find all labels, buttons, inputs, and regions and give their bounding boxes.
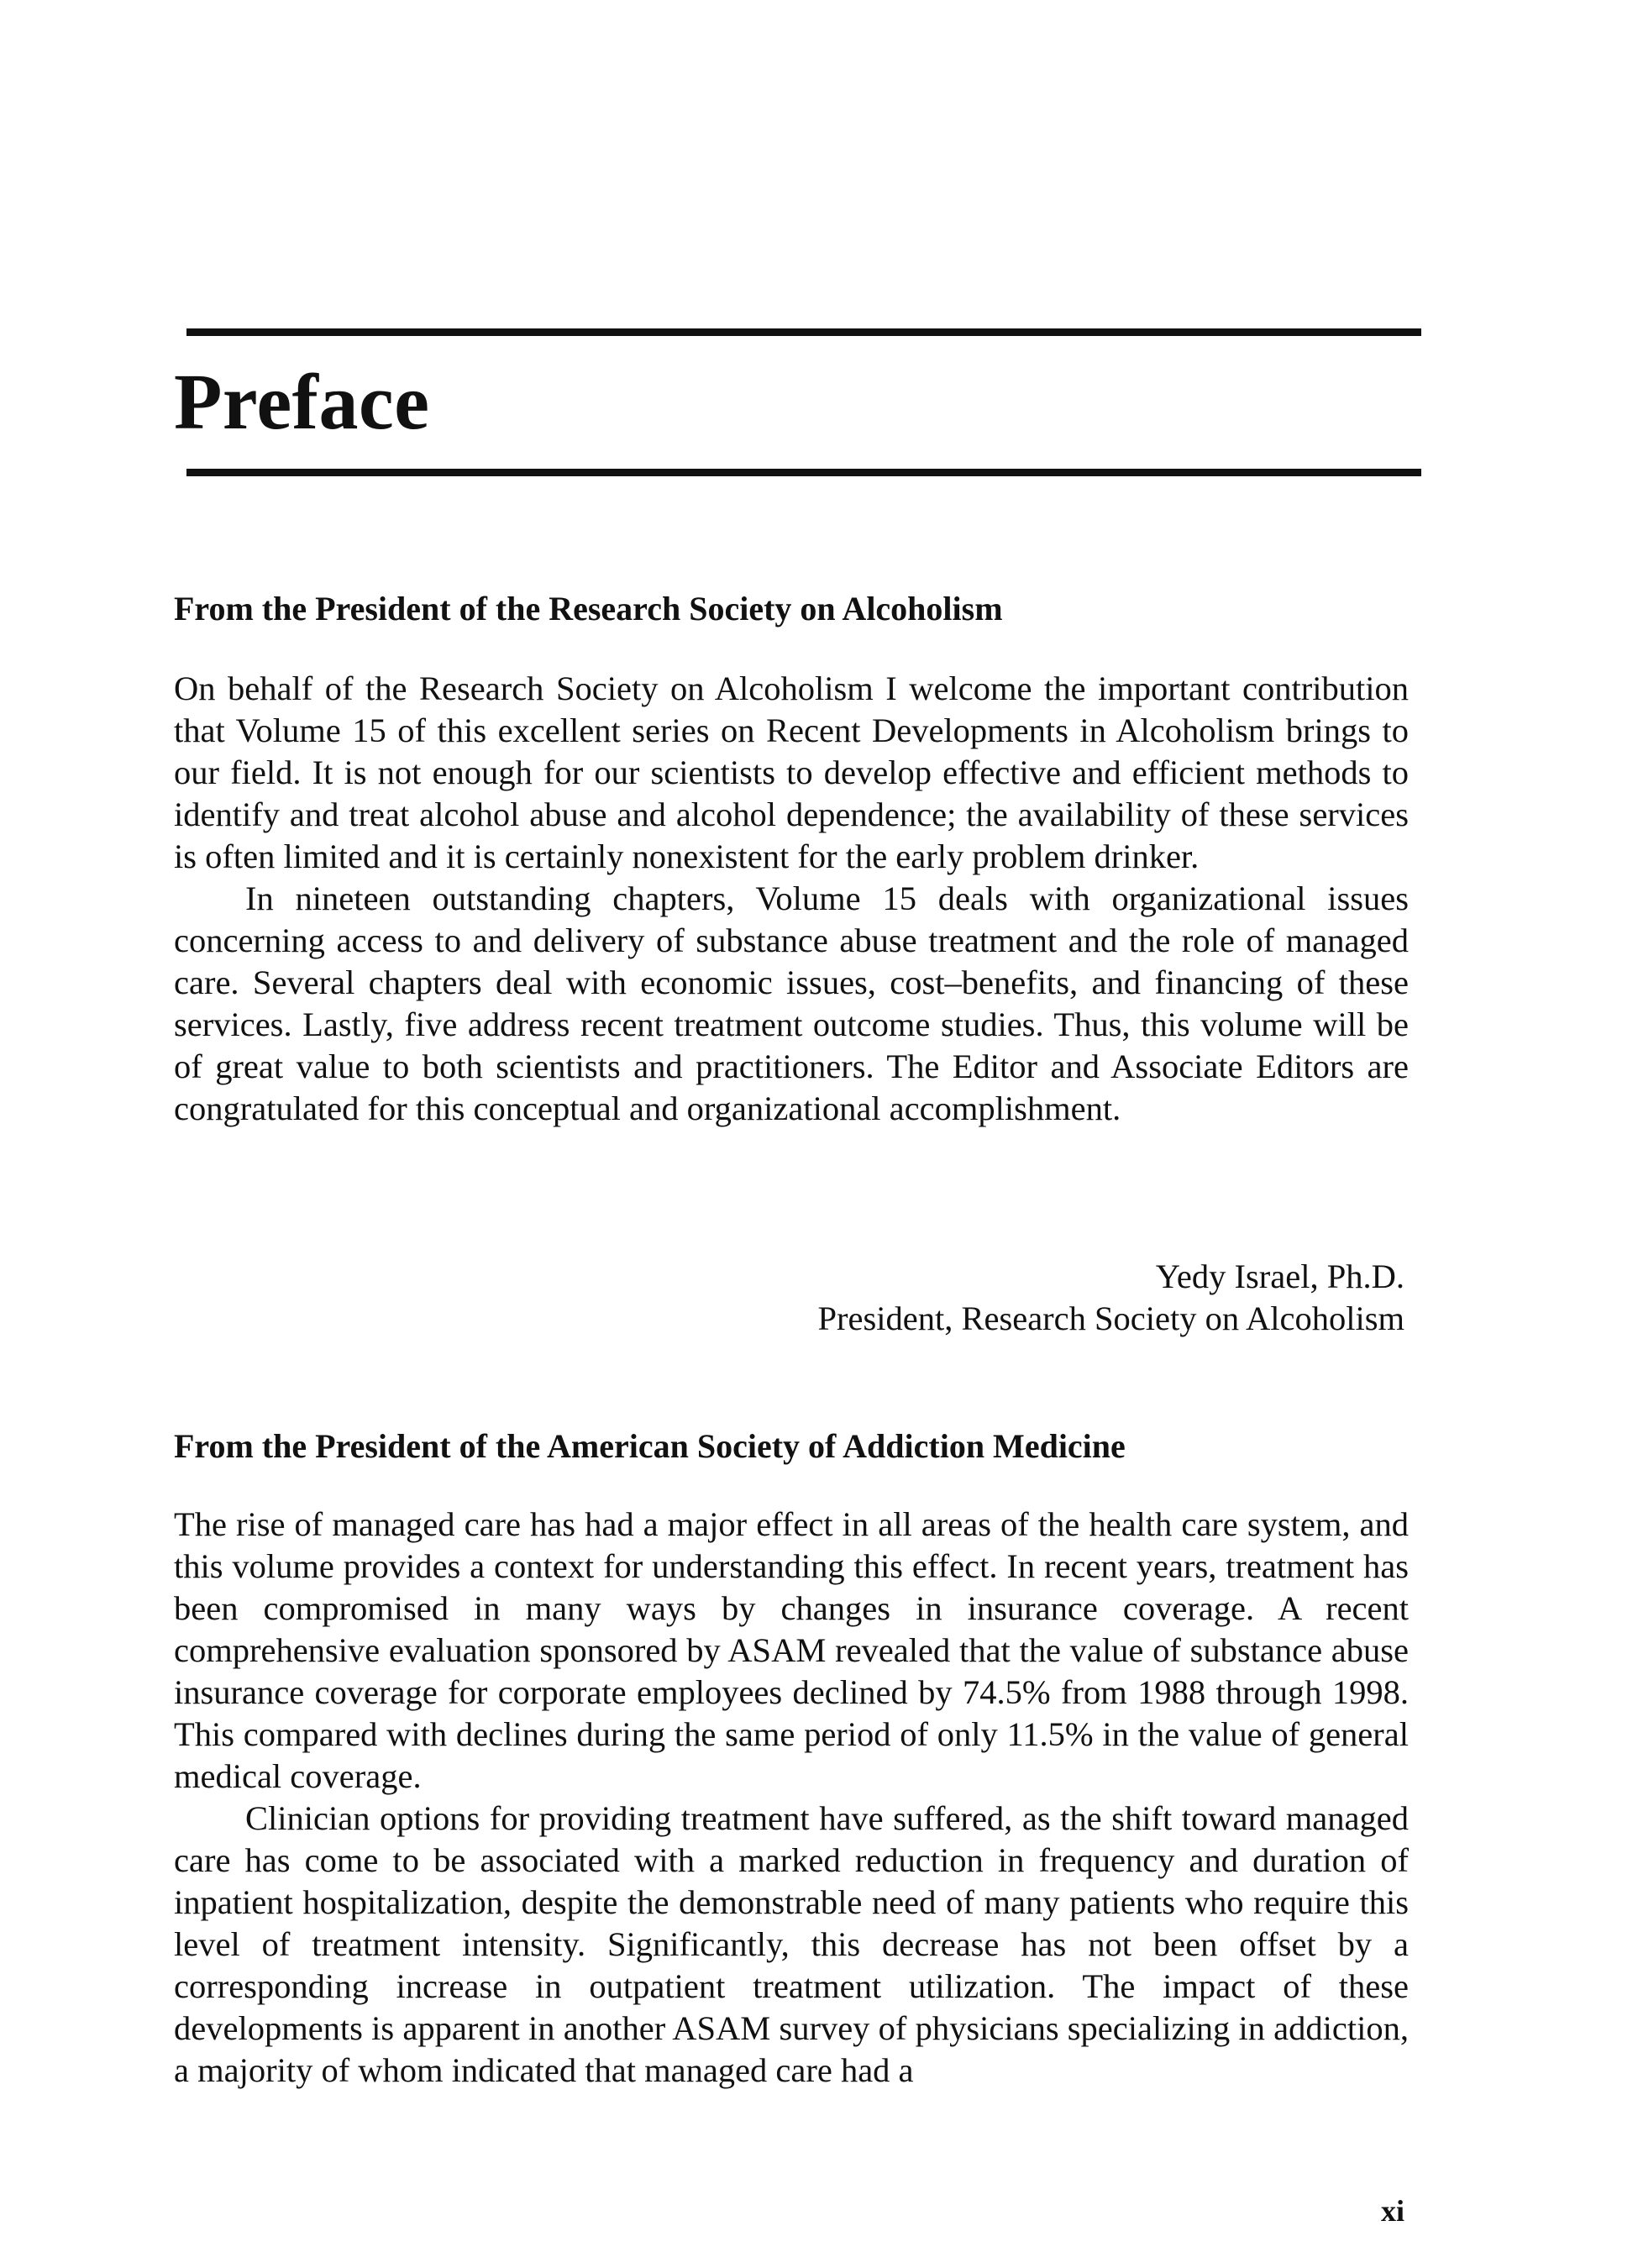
paragraph: Clinician options for providing treatment have suffered, as the shift toward managed care has come to be associated with a marked reduction in frequency and duration of inpatient hospitalization, despite the demonstrable need of many patients who require this level of treatment intensity. Significantly, this decrease has not been offset by a corresponding increase in outpatient treatment utilization. The impact of these developments is apparent in another ASAM survey of physicians specializing in addiction, a majority of whom indicated that managed care had a (174, 1799, 1409, 2089)
signature-name: Yedy Israel, Ph.D. (1155, 1257, 1404, 1295)
signature-block (817, 1256, 1404, 1340)
page-number: xi (1380, 2194, 1404, 2228)
signature-title: President, Research Society on Alcoholism (817, 1299, 1404, 1337)
top-rule (186, 328, 1421, 336)
paragraph: In nineteen outstanding chapters, Volume 15 deals with organizational issues concerning access to and delivery of substance abuse treatment and the role of managed care. Several chapters deal with economic issues, cost–benefits, and financing of these services. Lastly, five address recent treatment outcome studies. Thus, this volume will be of great value to both scientists and practitioners. The Editor and Associate Editors are congratulated for this conceptual and organizational accomplishment. (174, 879, 1409, 1127)
page-title: Preface (174, 359, 430, 446)
section-body-asam (174, 1504, 1409, 2092)
section-body-rsa (174, 668, 1409, 1130)
section-heading-rsa: From the President of the Research Society on Alcoholism (174, 590, 1003, 627)
paragraph: The rise of managed care has had a major effect in all areas of the health care system, and this volume provides a context for understanding this effect. In recent years, treatment has been compromised in many ways by changes in insurance coverage. A recent comprehensive evaluation sponsored by ASAM revealed that the value of substance abuse insurance coverage for corporate employees declined by 74.5% from 1988 through 1998. This compared with declines during the same period of only 11.5% in the value of general medical coverage. (174, 1505, 1409, 1795)
paragraph: On behalf of the Research Society on Alcoholism I welcome the important contribution that Volume 15 of this excellent series on Recent Developments in Alcoholism brings to our field. It is not enough for our scientists to develop effective and efficient methods to identify and treat alcohol abuse and alcohol dependence; the availability of these services is often limited and it is certainly nonexistent for the early problem drinker. (174, 669, 1409, 875)
bottom-rule (186, 469, 1421, 476)
section-heading-asam: From the President of the American Society of Addiction Medicine (174, 1427, 1126, 1465)
